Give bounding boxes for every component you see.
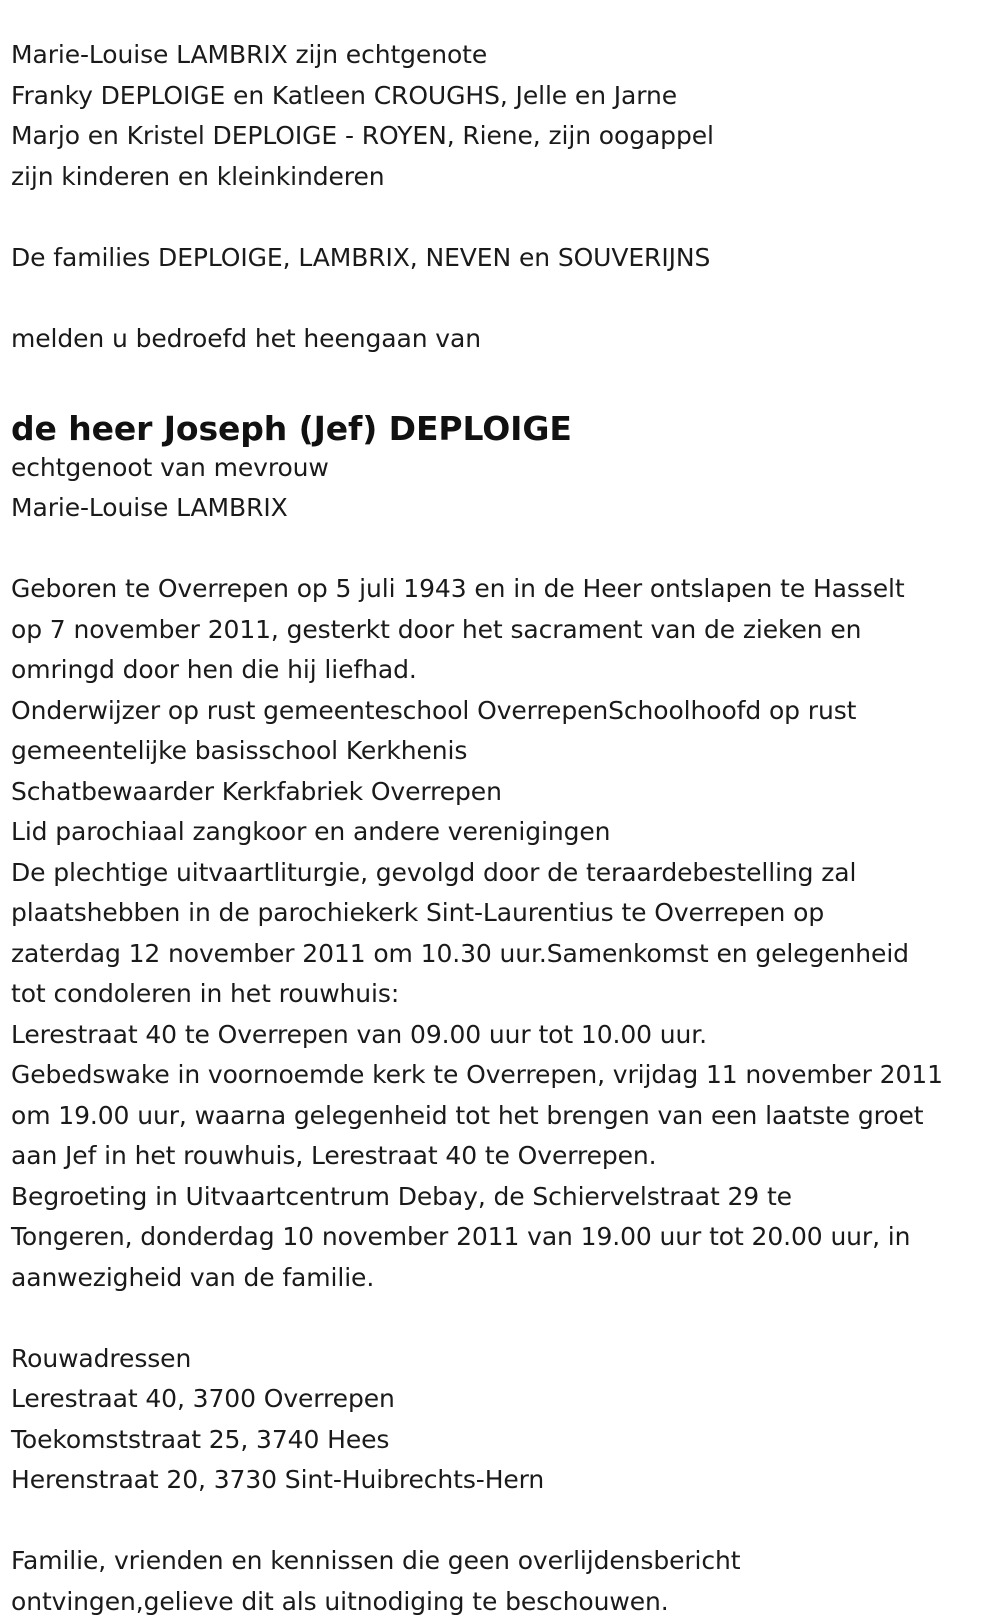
deceased-name: de heer Joseph (Jef) DEPLOIGE xyxy=(11,406,1000,452)
body-line: Lerestraat 40 te Overrepen van 09.00 uur tot 10.00 uur. xyxy=(11,1015,1000,1056)
spouse-line-1: echtgenoot van mevrouw xyxy=(11,448,1000,489)
addresses-heading: Rouwadressen xyxy=(11,1339,1000,1380)
spacer xyxy=(11,529,1000,570)
closing-section xyxy=(11,1541,1000,1622)
body-line: aan Jef in het rouwhuis, Lerestraat 40 te Overrepen. xyxy=(11,1136,1000,1177)
family-line-summary: zijn kinderen en kleinkinderen xyxy=(11,157,1000,198)
spacer xyxy=(11,197,1000,238)
deceased-section xyxy=(11,406,1000,570)
body-line: tot condoleren in het rouwhuis: xyxy=(11,974,1000,1015)
body-line: zaterdag 12 november 2011 om 10.30 uur.Samenkomst en gelegenheid xyxy=(11,934,1000,975)
families-line: De families DEPLOIGE, LAMBRIX, NEVEN en SOUVERIJNS xyxy=(11,238,1000,279)
body-line: Lid parochiaal zangkoor en andere verenigingen xyxy=(11,812,1000,853)
address-line: Toekomststraat 25, 3740 Hees xyxy=(11,1420,1000,1461)
details-section xyxy=(11,569,1000,1339)
family-line-spouse: Marie-Louise LAMBRIX zijn echtgenote xyxy=(11,35,1000,76)
closing-line: Familie, vrienden en kennissen die geen overlijdensbericht xyxy=(11,1541,1000,1582)
spacer xyxy=(11,1298,1000,1339)
announcement-line: melden u bedroefd het heengaan van xyxy=(11,319,1000,360)
body-line: Geboren te Overrepen op 5 juli 1943 en in de Heer ontslapen te Hasselt xyxy=(11,569,1000,610)
addresses-section xyxy=(11,1339,1000,1542)
body-line: Gebedswake in voornoemde kerk te Overrepen, vrijdag 11 november 2011 xyxy=(11,1055,1000,1096)
spacer xyxy=(11,359,1000,400)
body-line: Onderwijzer op rust gemeenteschool OverrepenSchoolhoofd op rust xyxy=(11,691,1000,732)
family-line-children-1: Franky DEPLOIGE en Katleen CROUGHS, Jelle en Jarne xyxy=(11,76,1000,117)
body-line: op 7 november 2011, gesterkt door het sacrament van de zieken en xyxy=(11,610,1000,651)
closing-line: ontvingen,gelieve dit als uitnodiging te beschouwen. xyxy=(11,1582,1000,1622)
body-line: gemeentelijke basisschool Kerkhenis xyxy=(11,731,1000,772)
spacer xyxy=(11,1501,1000,1542)
spacer xyxy=(11,278,1000,319)
body-line: plaatshebben in de parochiekerk Sint-Laurentius te Overrepen op xyxy=(11,893,1000,934)
family-section xyxy=(11,35,1000,400)
family-line-children-2: Marjo en Kristel DEPLOIGE - ROYEN, Riene, zijn oogappel xyxy=(11,116,1000,157)
address-line: Lerestraat 40, 3700 Overrepen xyxy=(11,1379,1000,1420)
body-line: om 19.00 uur, waarna gelegenheid tot het brengen van een laatste groet xyxy=(11,1096,1000,1137)
body-line: Schatbewaarder Kerkfabriek Overrepen xyxy=(11,772,1000,813)
address-line: Herenstraat 20, 3730 Sint-Huibrechts-Hern xyxy=(11,1460,1000,1501)
body-line: Begroeting in Uitvaartcentrum Debay, de Schiervelstraat 29 te xyxy=(11,1177,1000,1218)
body-line: Tongeren, donderdag 10 november 2011 van 19.00 uur tot 20.00 uur, in xyxy=(11,1217,1000,1258)
body-line: omringd door hen die hij liefhad. xyxy=(11,650,1000,691)
body-line: De plechtige uitvaartliturgie, gevolgd door de teraardebestelling zal xyxy=(11,853,1000,894)
body-line: aanwezigheid van de familie. xyxy=(11,1258,1000,1299)
spouse-line-2: Marie-Louise LAMBRIX xyxy=(11,488,1000,529)
